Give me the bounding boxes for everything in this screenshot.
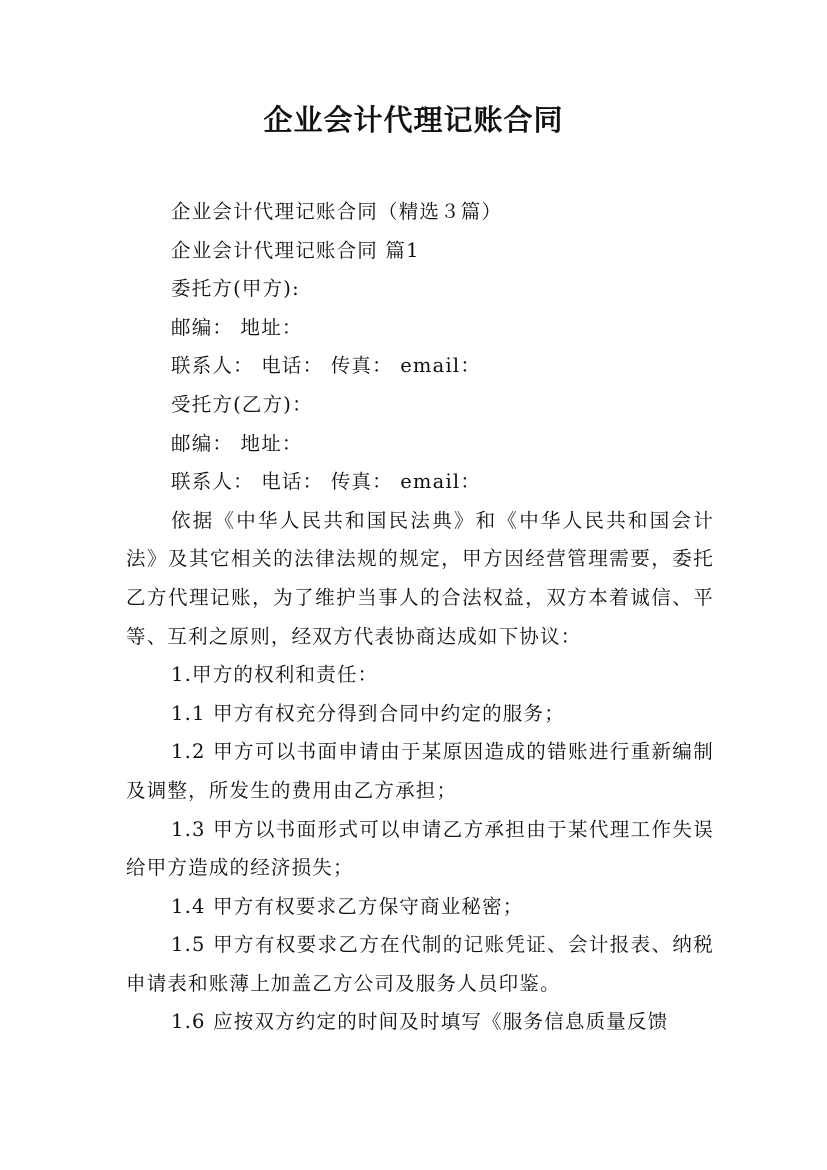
- clause-1-5: 1.5 甲方有权要求乙方在代制的记账凭证、会计报表、纳税申请表和账薄上加盖乙方公司及服务人员印鉴。: [126, 933, 714, 995]
- clause-1-3: 1.3 甲方以书面形式可以申请乙方承担由于某代理工作失误给甲方造成的经济损失；: [126, 817, 714, 880]
- clause-1-6: 1.6 应按双方约定的时间及时填写《服务信息质量反馈: [171, 1010, 669, 1034]
- preamble-paragraph: 依据《中华人民共和国民法典》和《中华人民共和国会计法》及其它相关的法律法规的规定，甲方因经营管理需要，委托乙方代理记账，为了维护当事人的合法权益，双方本着诚信、平等、互利之原则，经双方代表协商达成如下协议：: [126, 508, 714, 648]
- party-b-label: 受托方(乙方)：: [171, 392, 313, 416]
- party-b-address-line: 邮编： 地址：: [171, 431, 303, 455]
- clause-1-2: 1.2 甲方可以书面申请由于某原因造成的错账进行重新编制及调整，所发生的费用由乙方承担；: [126, 740, 714, 802]
- document-title: 企业会计代理记账合同: [263, 103, 564, 137]
- clause-1-4: 1.4 甲方有权要求乙方保守商业秘密；: [171, 894, 524, 918]
- party-b-contact-line: 联系人： 电话： 传真： email：: [171, 470, 482, 494]
- section-heading: 企业会计代理记账合同 篇1: [171, 238, 420, 262]
- clause-1-1: 1.1 甲方有权充分得到合同中约定的服务；: [171, 701, 565, 725]
- clause-heading-1: 1.甲方的权利和责任：: [171, 663, 379, 687]
- party-a-address-line: 邮编： 地址：: [171, 315, 303, 339]
- document-body: [126, 193, 714, 1042]
- subtitle-line: 企业会计代理记账合同（精选３篇）: [171, 200, 503, 223]
- party-a-contact-line: 联系人： 电话： 传真： email：: [171, 354, 482, 378]
- party-a-label: 委托方(甲方):: [171, 277, 300, 301]
